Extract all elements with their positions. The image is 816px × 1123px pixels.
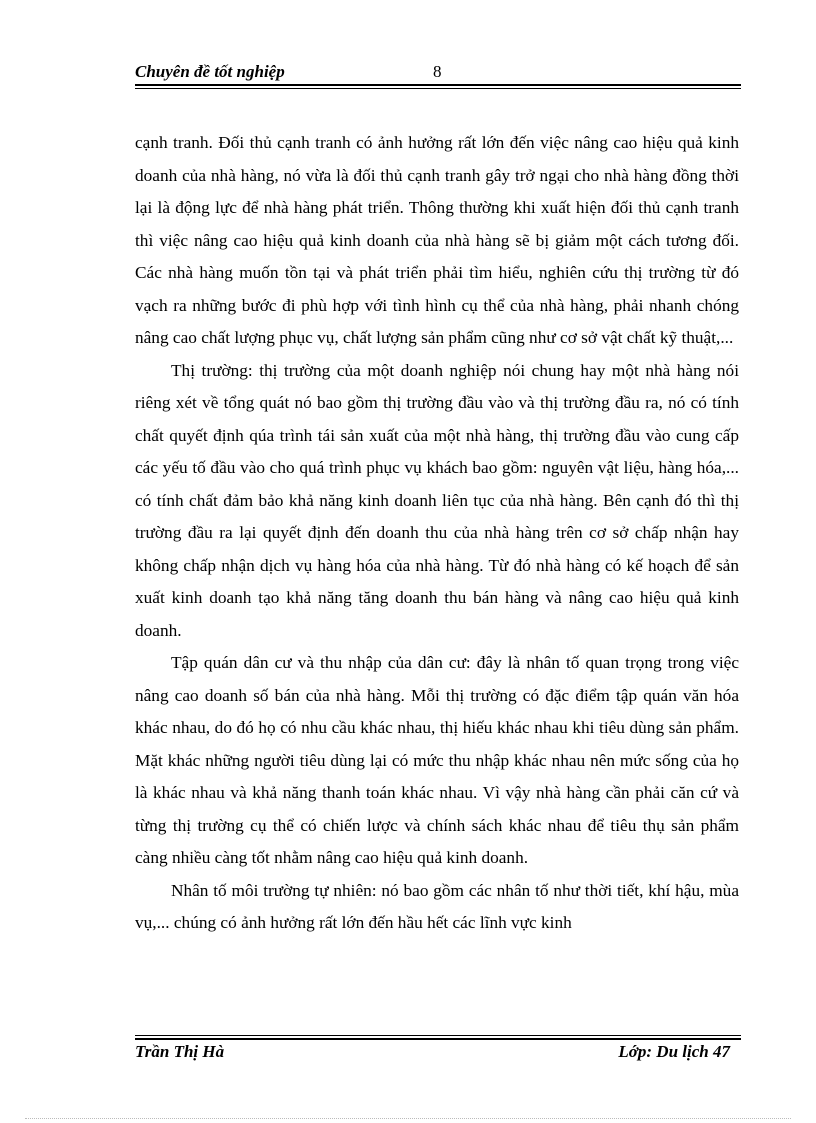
page-number: 8 (433, 62, 442, 81)
paragraph-market: Thị trường: thị trường của một doanh nghiệp nói chung hay một nhà hàng nói riêng xét về tổng quát nó bao gồm thị trường đầu vào và thị trường đầu ra, nó có tính chất quyết định qúa trình tái sản xuất của một nhà hàng, thị trường đầu vào cung cấp các yếu tố đầu vào cho quá trình phục vụ khách bao gồm: nguyên vật liệu, hàng hóa,... có tính chất đảm bảo khả năng kinh doanh liên tục của nhà hàng. Bên cạnh đó thì thị trường đầu ra lại quyết định đến doanh thu của nhà hàng trên cơ sở chấp nhận hay không chấp nhận dịch vụ hàng hóa của nhà hàng. Từ đó nhà hàng có kế hoạch để sản xuất kinh doanh tạo khả năng tăng doanh thu bán hàng và nâng cao hiệu quả kinh doanh. (135, 360, 739, 640)
paragraph-customs-income: Tập quán dân cư và thu nhập của dân cư: đây là nhân tố quan trọng trong việc nâng cao doanh số bán của nhà hàng. Mỗi thị trường có đặc điểm tập quán văn hóa khác nhau, do đó họ có nhu cầu khác nhau, thị hiếu khác nhau khi tiêu dùng sản phẩm. Mặt khác những người tiêu dùng lại có mức thu nhập khác nhau nên mức sống của họ là khác nhau và khả năng thanh toán khác nhau. Vì vậy nhà hàng cần phải căn cứ và từng thị trường cụ thể có chiến lược và chính sách khác nhau để tiêu thụ sản phẩm càng nhiều càng tốt nhằm nâng cao hiệu quả kinh doanh. (135, 653, 739, 867)
footer-rule (135, 1038, 741, 1040)
body-text (135, 127, 739, 940)
page-header (135, 60, 740, 84)
footer-author: Trần Thị Hà (135, 1042, 225, 1061)
header-rule-thin (135, 88, 741, 89)
page-footer (135, 1042, 740, 1066)
paragraph-continuation: cạnh tranh. Đối thủ cạnh tranh có ảnh hưởng rất lớn đến việc nâng cao hiệu quả kinh doanh của nhà hàng, nó vừa là đối thủ cạnh tranh gây trở ngại cho nhà hàng đồng thời lại là động lực để nhà hàng phát triển. Thông thường khi xuất hiện đối thủ cạnh tranh thì việc nâng cao hiệu quả kinh doanh của nhà hàng sẽ bị giảm một cách tương đối. Các nhà hàng muốn tồn tại và phát triển phải tìm hiểu, nghiên cứu thị trường từ đó vạch ra những bước đi phù hợp với tình hình cụ thể của nhà hàng, phải nhanh chóng nâng cao chất lượng phục vụ, chất lượng sản phẩm cũng như cơ sở vật chất kỹ thuật,... (135, 133, 739, 347)
footer-rule-thin (135, 1035, 741, 1036)
footer-class: Lớp: Du lịch 47 (618, 1042, 730, 1061)
header-title: Chuyên đề tốt nghiệp (135, 62, 285, 81)
header-rule (135, 84, 741, 86)
paragraph-natural-environment: Nhân tố môi trường tự nhiên: nó bao gồm các nhân tố như thời tiết, khí hậu, mùa vụ,... chúng có ảnh hưởng rất lớn đến hầu hết các lĩnh vực kinh (135, 880, 739, 932)
page-bottom-dotted-line (25, 1118, 791, 1119)
